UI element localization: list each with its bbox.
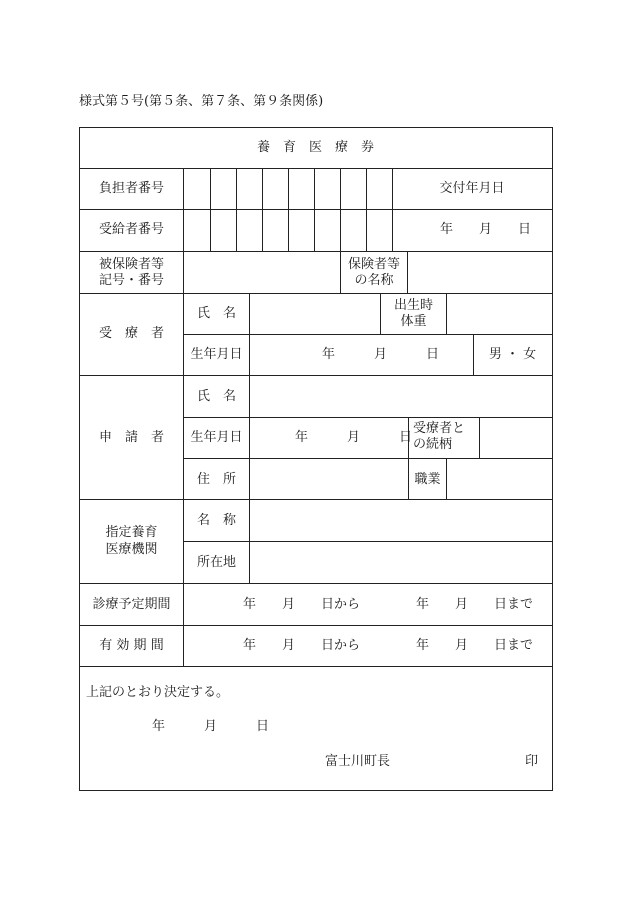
patient-dob-label: 生年月日 [190, 347, 243, 362]
recipient-number-label: 受給者番号 [98, 222, 164, 237]
decision-text: 上記のとおり決定する。 [86, 685, 230, 700]
patient-label: 受 療 者 [98, 326, 164, 341]
applicant-dob-value: 年 月 日 [295, 430, 413, 445]
issue-date-blank: 年 月 日 [440, 222, 532, 237]
valid-period-label: 有 効 期 間 [99, 638, 164, 653]
institution-label-line1: 指定養育 [105, 525, 158, 540]
insured-number-label-line2: 記号・番号 [98, 273, 164, 288]
occupation-label: 職業 [414, 472, 441, 487]
burden-number-label: 負担者番号 [98, 181, 164, 196]
scheduled-period-label: 診療予定期間 [92, 597, 171, 612]
patient-sex: 男 ・ 女 [488, 347, 537, 362]
relation-label-line2: の続柄 [413, 437, 453, 452]
seal-mark: 印 [525, 754, 539, 769]
decision-date: 年 月 日 [152, 719, 270, 734]
birth-weight-label-line1: 出生時 [393, 298, 433, 313]
patient-dob-value: 年 月 日 [322, 347, 440, 362]
scheduled-period-start: 年 月 日から [243, 597, 361, 612]
institution-name-label: 名 称 [196, 513, 236, 528]
address-label: 住 所 [196, 472, 236, 487]
birth-weight-label-line2: 体重 [400, 314, 427, 329]
insurer-name-label-line1: 保険者等 [347, 257, 400, 272]
form-title: 養 育 医 療 券 [256, 140, 374, 155]
issue-date-label: 交付年月日 [439, 181, 505, 196]
institution-label-line2: 医療機関 [105, 542, 158, 557]
valid-period-end: 年 月 日まで [416, 638, 534, 653]
applicant-dob-label: 生年月日 [190, 430, 243, 445]
insurer-name-label-line2: の名称 [354, 273, 394, 288]
valid-period-start: 年 月 日から [243, 638, 361, 653]
patient-name-label: 氏 名 [196, 306, 236, 321]
scheduled-period-end: 年 月 日まで [416, 597, 534, 612]
applicant-name-label: 氏 名 [196, 389, 236, 404]
institution-location-label: 所在地 [196, 555, 236, 570]
relation-label-line1: 受療者と [413, 421, 466, 436]
insured-number-label-line1: 被保険者等 [98, 257, 164, 272]
form-number: 様式第５号(第５条、第７条、第９条関係) [79, 94, 324, 109]
applicant-label: 申 請 者 [98, 430, 164, 445]
mayor-title: 富士川町長 [325, 754, 391, 769]
